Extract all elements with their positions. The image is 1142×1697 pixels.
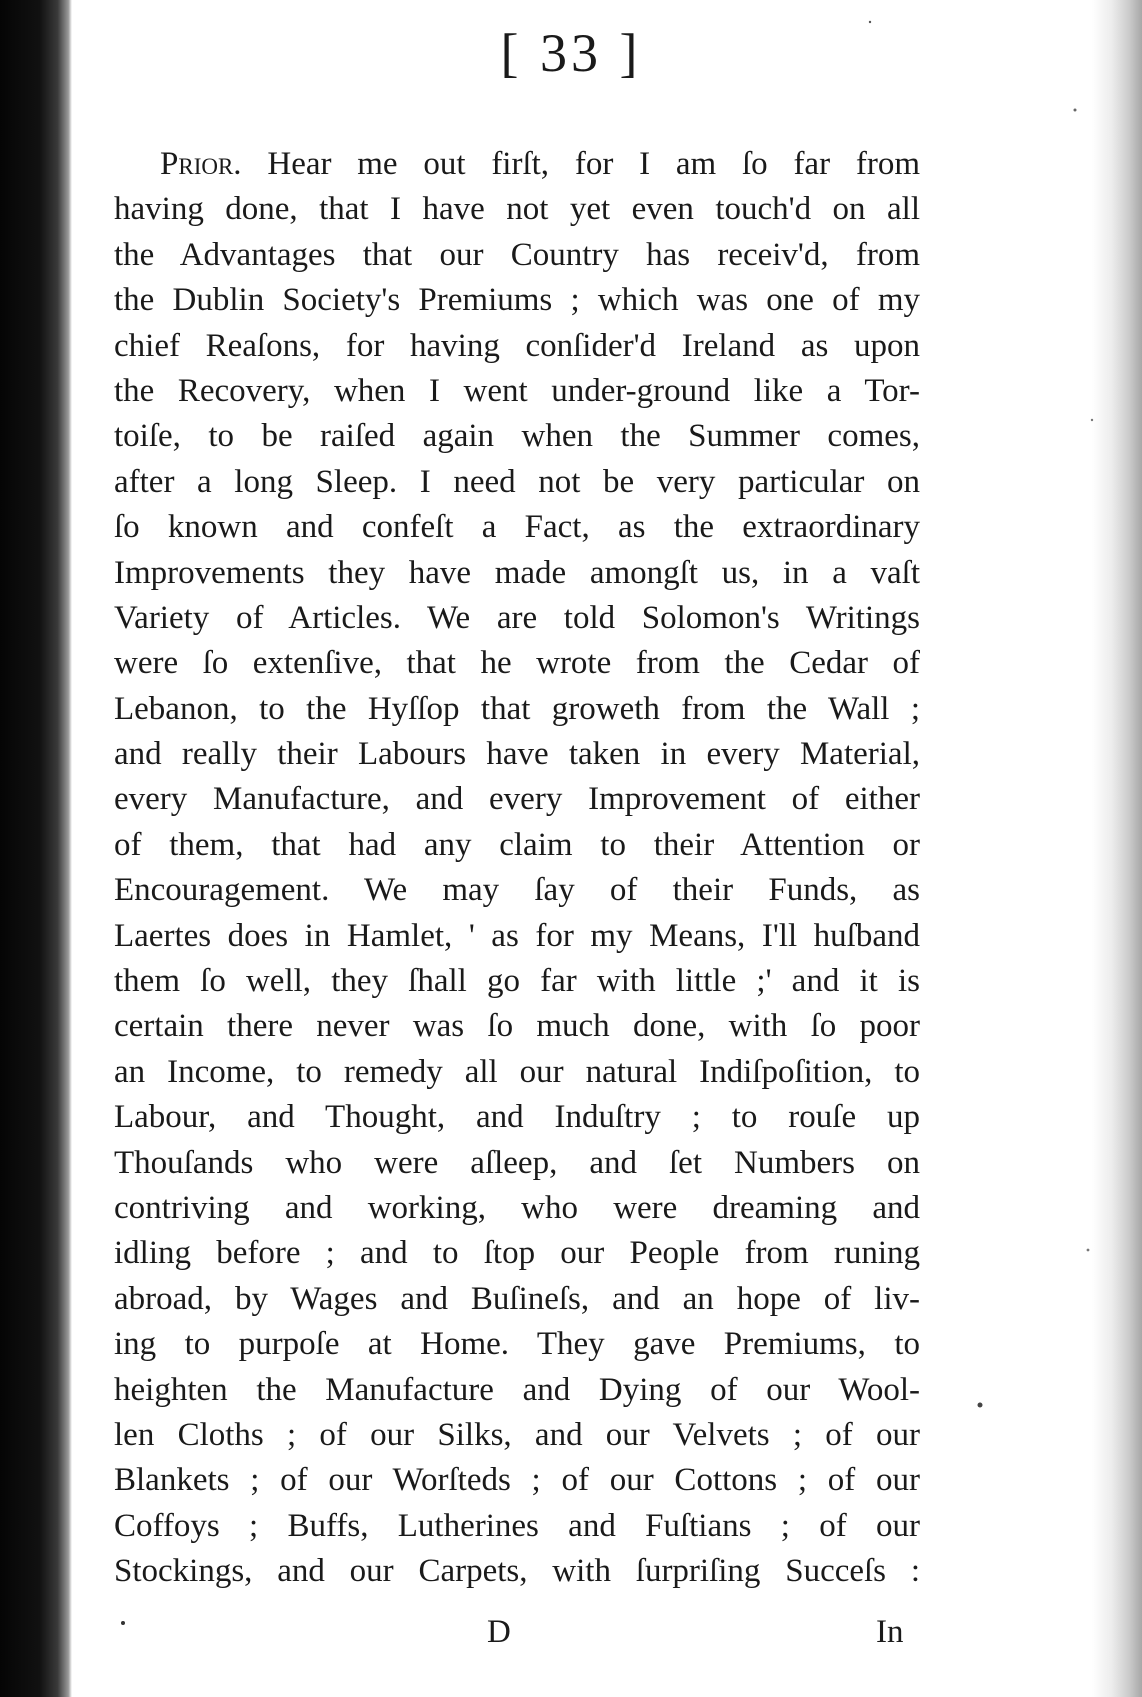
text-line: Improvements they have made amongſt us, in a vaſt	[114, 554, 920, 591]
text-line: the Recovery, when I went under-ground like a Tor-	[114, 372, 920, 409]
text-line: abroad, by Wages and Buſineſs, and an hope of liv-	[114, 1280, 920, 1317]
text-line: ing to purpoſe at Home. They gave Premiums, to	[114, 1326, 920, 1363]
text-line: of them, that had any claim to their Attention or	[114, 826, 920, 863]
text-line: certain there never was ſo much done, with ſo poor	[114, 1008, 920, 1045]
speaker-name: Prior.	[160, 146, 242, 182]
text-line: having done, that I have not yet even touch'd on all	[114, 191, 920, 228]
text-line: them ſo well, they ſhall go far with little ;' and it is	[114, 963, 920, 1000]
page-edge-shadow	[1092, 0, 1142, 1697]
text-line: after a long Sleep. I need not be very particular on	[114, 463, 920, 500]
text-line: Variety of Articles. We are told Solomon's Writings	[114, 599, 920, 636]
text-line: Prior. Hear me out firſt, for I am ſo far from	[160, 146, 921, 182]
text-line: the Advantages that our Country has receiv'd, from	[114, 236, 920, 273]
body-paragraph	[114, 142, 920, 1595]
text-line: the Dublin Society's Premiums ; which was one of my	[114, 282, 920, 319]
text-line: Thouſands who were aſleep, and ſet Numbers on	[114, 1144, 920, 1181]
text-line: every Manufacture, and every Improvement of either	[114, 781, 920, 818]
text-line: were ſo extenſive, that he wrote from the Cedar of	[114, 645, 920, 682]
text-line: Laertes does in Hamlet, ' as for my Means, I'll huſband	[114, 917, 920, 954]
page-number: [ 33 ]	[500, 23, 642, 83]
text-line: toiſe, to be raiſed again when the Summer comes,	[114, 418, 920, 455]
text-line: an Income, to remedy all our natural Indiſpoſition, to	[114, 1053, 920, 1090]
text-line: contriving and working, who were dreaming and	[114, 1189, 920, 1226]
text-line: ſo known and confeſt a Fact, as the extraordinary	[114, 509, 920, 546]
signature-mark: D	[487, 1614, 511, 1650]
text-line: Encouragement. We may ſay of their Funds, as	[114, 872, 920, 909]
text-line: len Cloths ; of our Silks, and our Velvets ; of our	[114, 1416, 920, 1453]
text-line: Stockings, and our Carpets, with ſurpriſing Succeſs :	[114, 1553, 920, 1590]
text-line: Labour, and Thought, and Induſtry ; to rouſe up	[114, 1099, 920, 1136]
catchword: In	[876, 1614, 904, 1650]
text-line: Blankets ; of our Worſteds ; of our Cottons ; of our	[114, 1462, 920, 1499]
book-spine-shadow	[0, 0, 72, 1697]
text-line: idling before ; and to ſtop our People from runing	[114, 1235, 920, 1272]
text-line: Coffoys ; Buffs, Lutherines and Fuſtians ; of our	[114, 1507, 920, 1544]
text-line: and really their Labours have taken in every Material,	[114, 736, 920, 773]
text-line: Lebanon, to the Hyſſop that groweth from the Wall ;	[114, 690, 920, 727]
text-line: heighten the Manufacture and Dying of our Wool-	[114, 1371, 920, 1408]
text-line: chief Reaſons, for having conſider'd Ireland as upon	[114, 327, 920, 364]
